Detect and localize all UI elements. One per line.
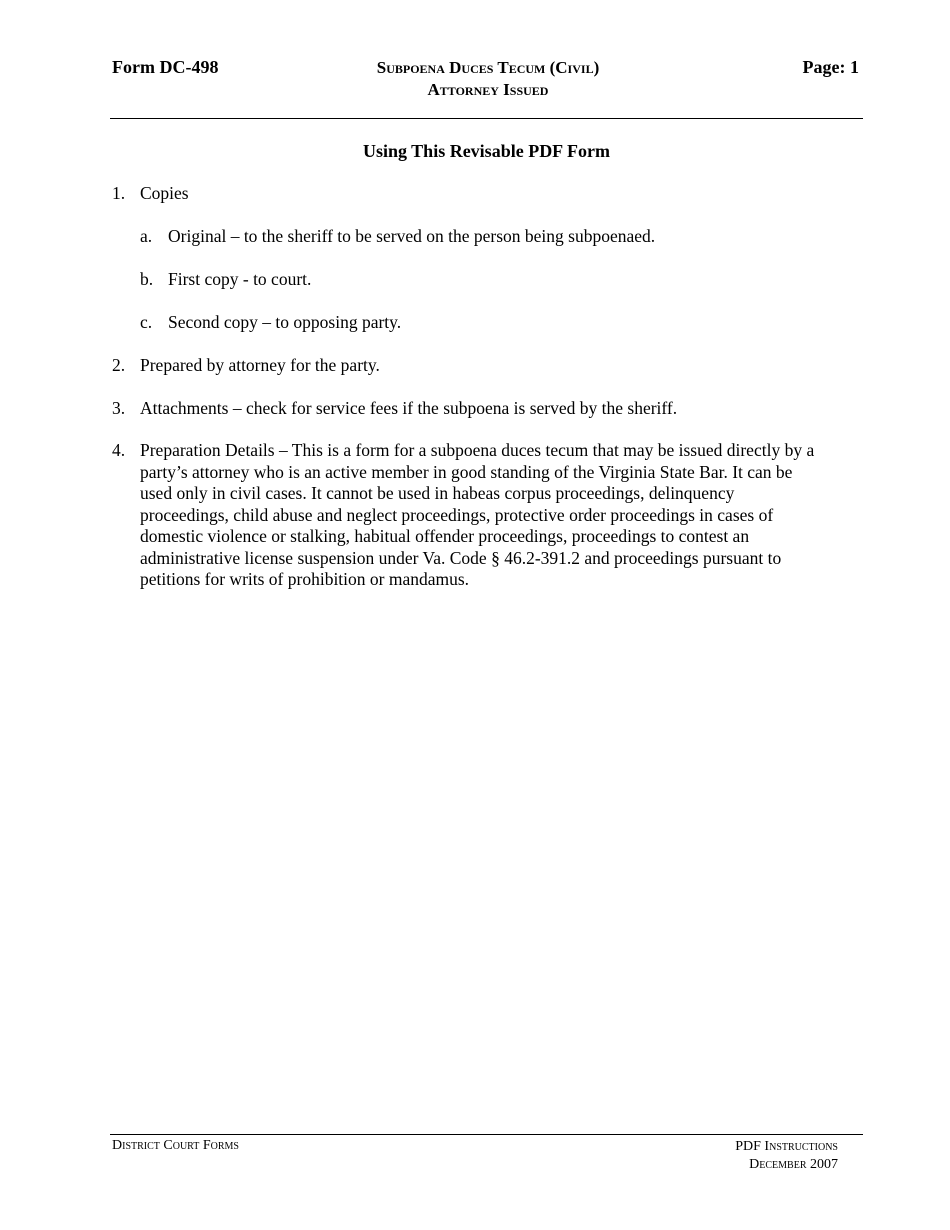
form-title xyxy=(330,57,646,101)
footer-right-line2: December 2007 xyxy=(749,1157,838,1172)
sub-item-text: Second copy – to opposing party. xyxy=(168,312,402,332)
item-number: 2. xyxy=(112,355,126,375)
item-text: Copies xyxy=(140,183,189,203)
item-number: 4. xyxy=(112,440,126,460)
form-title-line2: Attorney Issued xyxy=(427,80,549,99)
sub-item-text: First copy - to court. xyxy=(168,269,312,289)
form-number: Form DC-498 xyxy=(112,57,219,77)
footer-right xyxy=(640,1138,838,1174)
section-title: Using This Revisable PDF Form xyxy=(362,141,610,161)
item-number: 1. xyxy=(112,183,126,203)
item-number: 3. xyxy=(112,398,126,418)
footer-divider xyxy=(110,1134,863,1135)
item-text: Attachments – check for service fees if the subpoena is served by the sheriff. xyxy=(140,398,678,418)
item-text: Preparation Details – This is a form for a subpoena duces tecum that may be issued directly by a party’s attorney who is an active member in good standing of the Virginia State Bar. It can be used only in civil cases. It cannot be used in habeas corpus proceedings, delinquency proceedings, child abuse and neglect proceedings, protective order proceedings in cases of domestic violence or stalking, habitual offender proceedings, proceedings to contest an administrative license suspension under Va. Code § 46.2-391.2 and proceedings pursuant to petitions for writs of prohibition or mandamus. xyxy=(140,440,815,589)
page-number: Page: 1 xyxy=(802,57,859,77)
sub-item-letter: c. xyxy=(140,312,153,332)
header-divider xyxy=(110,118,863,119)
sub-item-text: Original – to the sheriff to be served on the person being subpoenaed. xyxy=(168,226,656,246)
footer-left: District Court Forms xyxy=(112,1138,239,1153)
item-text: Prepared by attorney for the party. xyxy=(140,355,380,375)
sub-item-letter: a. xyxy=(140,226,153,246)
sub-item-letter: b. xyxy=(140,269,154,289)
footer-right-line1: PDF Instructions xyxy=(735,1139,838,1154)
form-title-line1: Subpoena Duces Tecum (Civil) xyxy=(376,58,600,77)
